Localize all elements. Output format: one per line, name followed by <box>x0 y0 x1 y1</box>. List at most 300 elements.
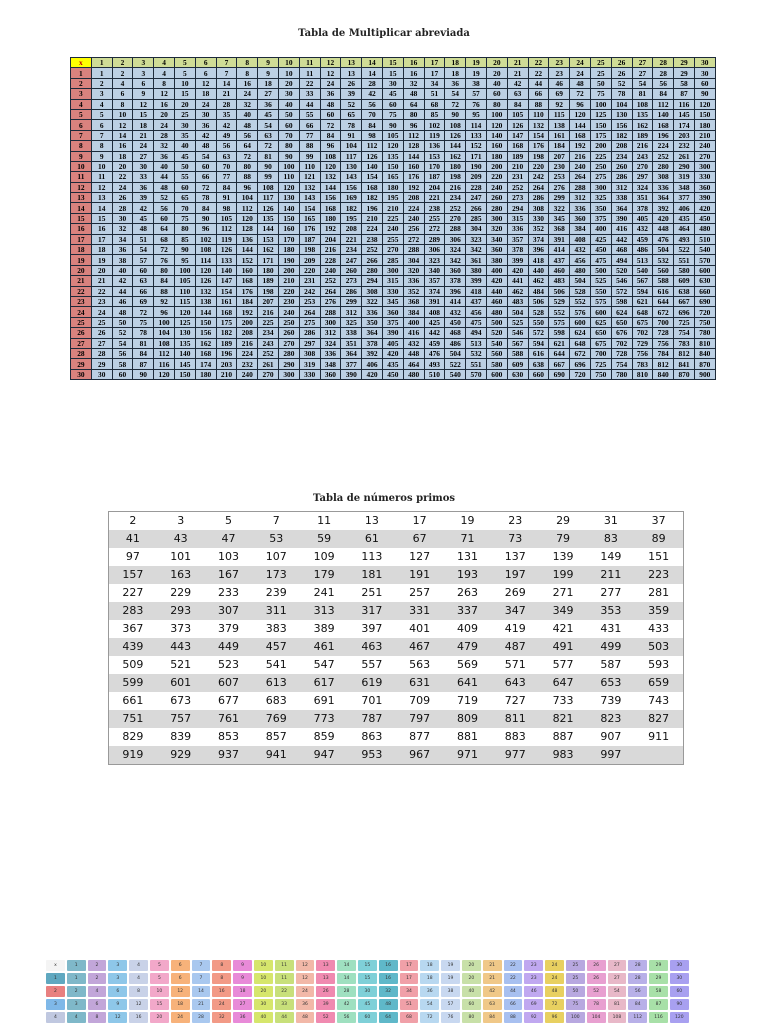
product-cell: 624 <box>570 328 591 338</box>
product-cell: 92 <box>549 99 570 109</box>
product-cell: 192 <box>570 141 591 151</box>
color-product-cell: 51 <box>400 999 419 1010</box>
product-cell: 330 <box>382 286 403 296</box>
prime-cell: 37 <box>635 512 683 531</box>
prime-cell: 569 <box>444 656 492 674</box>
table-row <box>71 255 716 265</box>
product-cell: 448 <box>403 348 424 358</box>
product-cell: 240 <box>694 141 715 151</box>
product-cell: 100 <box>154 317 175 327</box>
color-product-cell: 13 <box>316 973 335 984</box>
color-product-cell: 16 <box>379 973 398 984</box>
product-cell: 228 <box>466 182 487 192</box>
product-cell: 9 <box>258 68 279 78</box>
product-cell: 432 <box>570 245 591 255</box>
prime-cell: 5 <box>205 512 253 531</box>
product-cell: 45 <box>174 151 195 161</box>
product-cell: 116 <box>674 99 695 109</box>
product-cell: 33 <box>133 172 154 182</box>
product-cell: 54 <box>258 120 279 130</box>
product-cell: 325 <box>341 317 362 327</box>
column-header: 1 <box>91 58 112 68</box>
column-header: 19 <box>466 58 487 68</box>
product-cell: 18 <box>195 89 216 99</box>
product-cell: 28 <box>362 78 383 88</box>
color-product-cell: 8 <box>129 986 148 997</box>
product-cell: 238 <box>424 203 445 213</box>
product-cell: 36 <box>195 120 216 130</box>
product-cell: 99 <box>299 151 320 161</box>
row-header: 16 <box>71 224 92 234</box>
product-cell: 119 <box>216 234 237 244</box>
product-cell: 36 <box>258 99 279 109</box>
product-cell: 380 <box>466 265 487 275</box>
product-cell: 18 <box>258 78 279 88</box>
product-cell: 90 <box>195 213 216 223</box>
column-header: 14 <box>362 58 383 68</box>
table-row <box>71 151 716 161</box>
product-cell: 174 <box>674 120 695 130</box>
product-cell: 270 <box>258 369 279 379</box>
product-cell: 416 <box>611 224 632 234</box>
color-product-cell: 1 <box>67 973 86 984</box>
color-column-header: 28 <box>628 960 647 971</box>
colored-multiplication-table <box>44 958 691 1025</box>
prime-cell: 419 <box>491 620 539 638</box>
product-cell: 672 <box>570 348 591 358</box>
product-cell: 11 <box>91 172 112 182</box>
column-header: 30 <box>694 58 715 68</box>
product-cell: 840 <box>653 369 674 379</box>
product-cell: 308 <box>362 286 383 296</box>
product-cell: 52 <box>341 99 362 109</box>
color-product-cell: 20 <box>462 973 481 984</box>
product-cell: 406 <box>674 203 695 213</box>
color-product-cell: 9 <box>233 973 252 984</box>
product-cell: 60 <box>694 78 715 88</box>
color-product-cell: 36 <box>420 986 439 997</box>
product-cell: 253 <box>299 296 320 306</box>
product-cell: 35 <box>174 130 195 140</box>
product-cell: 392 <box>362 348 383 358</box>
product-cell: 21 <box>91 276 112 286</box>
product-cell: 360 <box>382 307 403 317</box>
product-cell: 532 <box>653 255 674 265</box>
product-cell: 224 <box>403 203 424 213</box>
product-cell: 9 <box>91 151 112 161</box>
product-cell: 384 <box>403 307 424 317</box>
prime-cell: 173 <box>252 566 300 584</box>
column-header: 15 <box>382 58 403 68</box>
product-cell: 14 <box>216 78 237 88</box>
color-product-cell: 8 <box>88 1012 107 1023</box>
color-column-header: 16 <box>379 960 398 971</box>
color-column-header: 7 <box>192 960 211 971</box>
product-cell: 315 <box>507 213 528 223</box>
product-cell: 34 <box>112 234 133 244</box>
product-cell: 754 <box>611 359 632 369</box>
product-cell: 108 <box>195 245 216 255</box>
product-cell: 728 <box>611 348 632 358</box>
prime-cell: 59 <box>300 530 348 548</box>
prime-cell: 953 <box>348 746 396 765</box>
color-product-cell: 4 <box>129 973 148 984</box>
product-cell: 500 <box>486 317 507 327</box>
product-cell: 648 <box>632 307 653 317</box>
product-cell: 60 <box>382 99 403 109</box>
prime-cell: 179 <box>300 566 348 584</box>
color-column-header: 15 <box>358 960 377 971</box>
product-cell: 44 <box>154 172 175 182</box>
product-cell: 63 <box>216 151 237 161</box>
product-cell: 150 <box>278 213 299 223</box>
product-cell: 80 <box>154 265 175 275</box>
color-product-cell: 2 <box>67 986 86 997</box>
product-cell: 418 <box>466 286 487 296</box>
table-row <box>71 193 716 203</box>
product-cell: 675 <box>590 338 611 348</box>
row-header: 7 <box>71 130 92 140</box>
product-cell: 364 <box>341 348 362 358</box>
prime-cell: 97 <box>109 548 157 566</box>
product-cell: 102 <box>424 120 445 130</box>
product-cell: 174 <box>195 359 216 369</box>
color-product-cell: 48 <box>379 999 398 1010</box>
color-product-cell: 92 <box>524 1012 543 1023</box>
product-cell: 105 <box>174 276 195 286</box>
product-cell: 390 <box>382 328 403 338</box>
prime-cell: 761 <box>205 710 253 728</box>
product-cell: 644 <box>549 348 570 358</box>
product-cell: 60 <box>174 182 195 192</box>
product-cell: 14 <box>362 68 383 78</box>
color-product-cell: 58 <box>649 986 668 997</box>
table-row <box>71 307 716 317</box>
product-cell: 504 <box>507 307 528 317</box>
product-cell: 15 <box>382 68 403 78</box>
product-cell: 22 <box>299 78 320 88</box>
product-cell: 116 <box>154 359 175 369</box>
product-cell: 220 <box>528 161 549 171</box>
product-cell: 75 <box>590 89 611 99</box>
color-column-header: 19 <box>441 960 460 971</box>
product-cell: 21 <box>133 130 154 140</box>
row-header: 20 <box>71 265 92 275</box>
product-cell: 392 <box>653 203 674 213</box>
prime-cell: 31 <box>587 512 635 531</box>
product-cell: 144 <box>195 307 216 317</box>
prime-table-title: Tabla de números primos <box>312 493 456 504</box>
prime-cell: 577 <box>539 656 587 674</box>
product-cell: 242 <box>528 172 549 182</box>
color-product-cell: 25 <box>566 973 585 984</box>
product-cell: 624 <box>611 307 632 317</box>
product-cell: 16 <box>154 99 175 109</box>
product-cell: 154 <box>216 286 237 296</box>
product-cell: 38 <box>112 255 133 265</box>
color-product-cell: 40 <box>254 1012 273 1023</box>
product-cell: 21 <box>507 68 528 78</box>
color-product-cell: 18 <box>233 986 252 997</box>
product-cell: 460 <box>549 265 570 275</box>
product-cell: 425 <box>590 234 611 244</box>
product-cell: 105 <box>216 213 237 223</box>
prime-cell: 593 <box>635 656 683 674</box>
product-cell: 25 <box>590 68 611 78</box>
prime-cell: 239 <box>252 584 300 602</box>
product-cell: 240 <box>382 224 403 234</box>
prime-row <box>109 746 684 765</box>
product-cell: 150 <box>174 369 195 379</box>
product-cell: 2 <box>91 78 112 88</box>
product-cell: 260 <box>278 328 299 338</box>
row-header: 11 <box>71 172 92 182</box>
product-cell: 56 <box>362 99 383 109</box>
row-header: 2 <box>71 78 92 88</box>
color-product-cell: 28 <box>628 973 647 984</box>
product-cell: 115 <box>174 296 195 306</box>
product-cell: 104 <box>154 328 175 338</box>
prime-cell: 941 <box>252 746 300 765</box>
column-header: 5 <box>174 58 195 68</box>
product-cell: 416 <box>403 328 424 338</box>
product-cell: 140 <box>362 161 383 171</box>
product-cell: 58 <box>674 78 695 88</box>
product-cell: 351 <box>341 338 362 348</box>
product-cell: 14 <box>91 203 112 213</box>
table-row <box>71 161 716 171</box>
product-cell: 432 <box>403 338 424 348</box>
color-product-cell: 48 <box>296 1012 315 1023</box>
prime-cell: 277 <box>587 584 635 602</box>
product-cell: 184 <box>237 296 258 306</box>
prime-cell: 599 <box>109 674 157 692</box>
product-cell: 182 <box>362 193 383 203</box>
color-product-cell: 4 <box>88 986 107 997</box>
product-cell: 598 <box>611 296 632 306</box>
product-cell: 70 <box>362 109 383 119</box>
product-cell: 81 <box>133 338 154 348</box>
product-cell: 841 <box>674 359 695 369</box>
color-corner-cell: x <box>46 960 65 971</box>
product-cell: 288 <box>320 307 341 317</box>
product-cell: 338 <box>611 193 632 203</box>
column-header: 26 <box>611 58 632 68</box>
product-cell: 154 <box>299 203 320 213</box>
product-cell: 36 <box>154 151 175 161</box>
product-cell: 24 <box>91 307 112 317</box>
product-cell: 266 <box>362 255 383 265</box>
product-cell: 450 <box>445 317 466 327</box>
product-cell: 20 <box>278 78 299 88</box>
prime-cell: 673 <box>157 692 205 710</box>
product-cell: 190 <box>466 161 487 171</box>
product-cell: 108 <box>320 151 341 161</box>
prime-cell: 787 <box>348 710 396 728</box>
product-cell: 494 <box>611 255 632 265</box>
product-cell: 12 <box>154 89 175 99</box>
product-cell: 130 <box>611 109 632 119</box>
prime-cell: 157 <box>109 566 157 584</box>
product-cell: 110 <box>278 172 299 182</box>
product-cell: 132 <box>195 286 216 296</box>
product-cell: 300 <box>382 265 403 275</box>
product-cell: 90 <box>445 109 466 119</box>
product-cell: 26 <box>112 193 133 203</box>
product-cell: 324 <box>632 182 653 192</box>
product-cell: 69 <box>549 89 570 99</box>
color-product-cell: 32 <box>379 986 398 997</box>
prime-cell: 461 <box>300 638 348 656</box>
product-cell: 165 <box>382 172 403 182</box>
column-header: 29 <box>674 58 695 68</box>
prime-cell: 769 <box>252 710 300 728</box>
row-header: 24 <box>71 307 92 317</box>
column-header: 20 <box>486 58 507 68</box>
product-cell: 168 <box>362 182 383 192</box>
product-cell: 522 <box>674 245 695 255</box>
product-cell: 180 <box>258 265 279 275</box>
product-cell: 200 <box>278 265 299 275</box>
product-cell: 390 <box>341 369 362 379</box>
product-cell: 46 <box>112 296 133 306</box>
product-cell: 840 <box>694 348 715 358</box>
product-cell: 513 <box>466 338 487 348</box>
product-cell: 357 <box>507 234 528 244</box>
prime-cell: 73 <box>491 530 539 548</box>
product-cell: 66 <box>133 286 154 296</box>
prime-cell: 263 <box>444 584 492 602</box>
product-cell: 456 <box>466 307 487 317</box>
product-cell: 88 <box>528 99 549 109</box>
product-cell: 18 <box>133 120 154 130</box>
product-cell: 406 <box>362 359 383 369</box>
table-row <box>71 286 716 296</box>
column-header: 11 <box>299 58 320 68</box>
product-cell: 504 <box>445 348 466 358</box>
product-cell: 264 <box>299 307 320 317</box>
prime-cell: 479 <box>444 638 492 656</box>
product-cell: 5 <box>174 68 195 78</box>
product-cell: 24 <box>570 68 591 78</box>
color-column-header: 18 <box>420 960 439 971</box>
product-cell: 300 <box>278 369 299 379</box>
product-cell: 506 <box>549 286 570 296</box>
product-cell: 10 <box>174 78 195 88</box>
product-cell: 210 <box>507 161 528 171</box>
prime-cell: 911 <box>635 728 683 746</box>
product-cell: 120 <box>486 120 507 130</box>
prime-cell: 67 <box>396 530 444 548</box>
product-cell: 330 <box>694 172 715 182</box>
product-cell: 121 <box>299 172 320 182</box>
product-cell: 48 <box>403 89 424 99</box>
table-row <box>71 68 716 78</box>
product-cell: 13 <box>341 68 362 78</box>
product-cell: 648 <box>570 338 591 348</box>
color-row-header: 3 <box>46 999 65 1010</box>
product-cell: 40 <box>486 78 507 88</box>
prime-cell: 229 <box>157 584 205 602</box>
product-cell: 728 <box>653 328 674 338</box>
product-cell: 725 <box>590 359 611 369</box>
product-cell: 88 <box>237 172 258 182</box>
product-cell: 352 <box>403 286 424 296</box>
color-product-cell: 44 <box>275 1012 294 1023</box>
product-cell: 600 <box>590 307 611 317</box>
product-cell: 12 <box>320 68 341 78</box>
row-header: 29 <box>71 359 92 369</box>
color-column-header: 23 <box>524 960 543 971</box>
table-row <box>71 182 716 192</box>
product-cell: 150 <box>590 120 611 130</box>
prime-cell: 379 <box>205 620 253 638</box>
product-cell: 297 <box>632 172 653 182</box>
prime-cell: 547 <box>300 656 348 674</box>
product-cell: 450 <box>694 213 715 223</box>
color-product-cell: 45 <box>358 999 377 1010</box>
product-cell: 810 <box>632 369 653 379</box>
product-cell: 14 <box>112 130 133 140</box>
table-row <box>71 213 716 223</box>
prime-cell: 433 <box>635 620 683 638</box>
product-cell: 1 <box>91 68 112 78</box>
product-cell: 252 <box>362 245 383 255</box>
product-cell: 230 <box>549 161 570 171</box>
product-cell: 198 <box>528 151 549 161</box>
product-cell: 99 <box>258 172 279 182</box>
product-cell: 50 <box>112 317 133 327</box>
product-cell: 135 <box>382 151 403 161</box>
product-cell: 60 <box>154 213 175 223</box>
product-cell: 195 <box>382 193 403 203</box>
color-product-cell: 96 <box>545 1012 564 1023</box>
product-cell: 272 <box>403 234 424 244</box>
product-cell: 30 <box>133 161 154 171</box>
product-cell: 510 <box>424 369 445 379</box>
prime-cell: 709 <box>396 692 444 710</box>
product-cell: 56 <box>237 130 258 140</box>
product-cell: 42 <box>195 130 216 140</box>
product-cell: 72 <box>237 151 258 161</box>
product-cell: 30 <box>112 213 133 223</box>
product-cell: 85 <box>174 234 195 244</box>
prime-cell: 983 <box>539 746 587 765</box>
product-cell: 270 <box>632 161 653 171</box>
product-cell: 275 <box>299 317 320 327</box>
product-cell: 378 <box>445 276 466 286</box>
product-cell: 672 <box>653 307 674 317</box>
prime-cell: 2 <box>109 512 157 531</box>
color-product-cell: 5 <box>150 973 169 984</box>
product-cell: 525 <box>590 276 611 286</box>
color-product-cell: 64 <box>379 1012 398 1023</box>
table-row <box>71 224 716 234</box>
table-row <box>71 172 716 182</box>
product-cell: 10 <box>91 161 112 171</box>
color-product-cell: 78 <box>587 999 606 1010</box>
product-cell: 384 <box>570 224 591 234</box>
color-product-cell: 36 <box>233 1012 252 1023</box>
product-cell: 180 <box>445 161 466 171</box>
product-cell: 36 <box>133 182 154 192</box>
product-cell: 30 <box>278 89 299 99</box>
product-cell: 290 <box>674 161 695 171</box>
product-cell: 54 <box>195 151 216 161</box>
product-cell: 112 <box>653 99 674 109</box>
product-cell: 300 <box>590 182 611 192</box>
product-cell: 609 <box>674 276 695 286</box>
